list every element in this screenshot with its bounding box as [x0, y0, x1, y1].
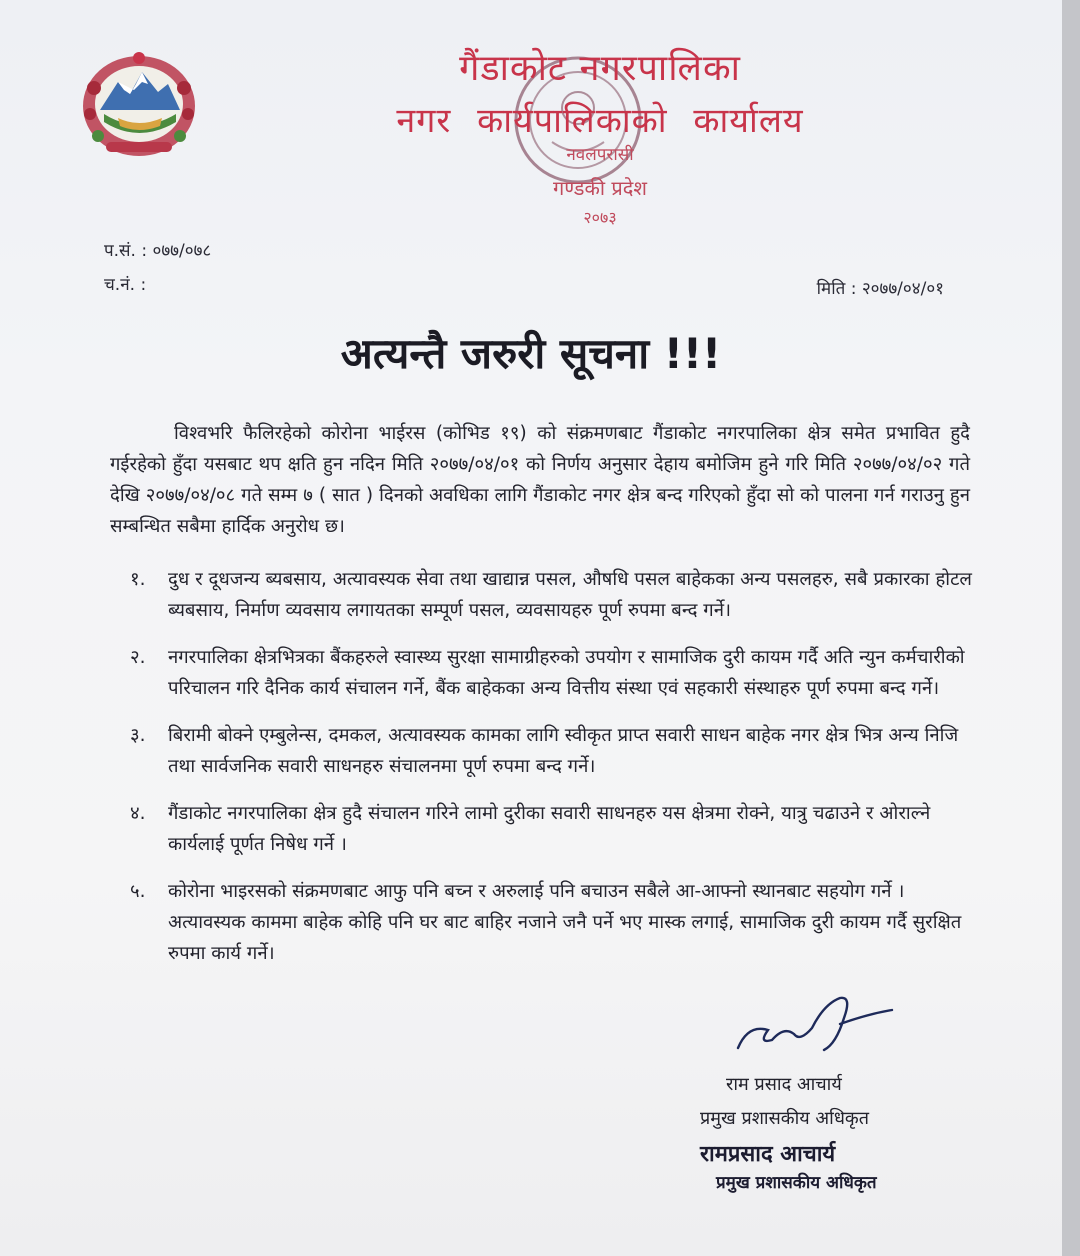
- signature-icon: [728, 984, 898, 1064]
- stamp-title: प्रमुख प्रशासकीय अधिकृत: [716, 1173, 877, 1193]
- point-number: १.: [130, 569, 146, 590]
- nepal-emblem-icon: [76, 48, 202, 166]
- signatory-name: राम प्रसाद आचार्य: [726, 1074, 842, 1095]
- list-item: [110, 642, 980, 704]
- office-name: गैंडाकोट नगरपालिका: [459, 48, 741, 89]
- office-province: गण्डकी प्रदेश: [553, 176, 647, 200]
- point-text: दुध र दूधजन्य ब्यबसाय, अत्यावस्यक सेवा तथा खाद्यान्न पसल, औषधि पसल बाहेकका अन्य पसलहरु, सबै प्रकारका होटल ब्यबसाय, निर्माण व्यवसाय लगायतका सम्पूर्ण पसल, व्यवसायहरु पूर्ण रुपमा बन्द गर्ने।: [168, 569, 972, 621]
- point-number: ४.: [130, 803, 146, 824]
- dispatch-number: च.नं. :: [104, 275, 147, 295]
- notice-heading: अत्यन्तै जरुरी सूचना !!!: [340, 329, 722, 378]
- point-text: गैंडाकोट नगरपालिका क्षेत्र हुदै संचालन गरिने लामो दुरीका सवारी साधनहरु यस क्षेत्रमा रोक्ने, यात्रु चढाउने र ओराल्ने कार्यलाई पूर्णत निषेध गर्ने ।: [168, 803, 931, 855]
- reference-number: प.सं. : ०७७/०७८: [104, 241, 212, 261]
- notice-points: [110, 564, 980, 985]
- office-year: २०७३: [583, 208, 617, 227]
- office-subtitle: नगर कार्यपालिकाको कार्यालय: [396, 101, 804, 141]
- point-text: बिरामी बोक्ने एम्बुलेन्स, दमकल, अत्यावस्यक कामका लागि स्वीकृत प्राप्त सवारी साधन बाहेक नगर क्षेत्र भित्र अन्य निजि तथा सार्वजनिक सवारी साधनहरु संचालनमा पूर्ण रुपमा बन्द गर्ने।: [168, 725, 959, 777]
- point-number: ३.: [130, 725, 146, 746]
- list-item: [110, 798, 980, 860]
- list-item: [110, 564, 980, 626]
- signatory-title: प्रमुख प्रशासकीय अधिकृत: [700, 1108, 869, 1129]
- point-text: नगरपालिका क्षेत्रभित्रका बैंकहरुले स्वास्थ्य सुरक्षा सामाग्रीहरुको उपयोग र सामाजिक दुरी कायम गर्दै अति न्युन कर्मचारीको परिचालन गरि दैनिक कार्य संचालन गर्ने, बैंक बाहेकका अन्य वित्तीय संस्था एवं सहकारी संस्थाहरु पूर्ण रुपमा बन्द गर्ने।: [168, 647, 965, 699]
- point-number: २.: [130, 647, 146, 668]
- stamp-name: रामप्रसाद आचार्य: [700, 1142, 836, 1167]
- page-edge: [1062, 0, 1080, 1256]
- office-location: नवलपरासी: [566, 145, 634, 165]
- point-number: ५.: [130, 881, 146, 902]
- list-item: [110, 720, 980, 782]
- point-text: कोरोना भाइरसको संक्रमणबाट आफु पनि बच्न र अरुलाई पनि बचाउन सबैले आ-आफ्नो स्थानबाट सहयोग गर्ने । अत्यावस्यक काममा बाहेक कोहि पनि घर बाट बाहिर नजाने जनै पर्ने भए मास्क लगाई, सामाजिक दुरी कायम गर्दै सुरक्षित रुपमा कार्य गर्ने।: [168, 881, 962, 964]
- notice-date: मिति : २०७७/०४/०१: [816, 279, 944, 299]
- list-item: [110, 876, 980, 969]
- notice-intro: विश्वभरि फैलिरहेको कोरोना भाईरस (कोभिड १९) को संक्रमणबाट गैंडाकोट नगरपालिका क्षेत्र समेत प्रभावित हुदै गईरहेको हुँदा यसबाट थप क्षति हुन नदिन मिति २०७७/०४/०१ को निर्णय अनुसार देहाय बमोजिम हुने गरि मिति २०७७/०४/०२ गते देखि २०७७/०४/०८ गते सम्म ७ ( सात ) दिनको अवधिका लागि गैंडाकोट नगर क्षेत्र बन्द गरिएको हुँदा सो को पालना गर्न गराउनु हुन सम्बन्धित सबैमा हार्दिक अनुरोध छ।: [110, 423, 970, 537]
